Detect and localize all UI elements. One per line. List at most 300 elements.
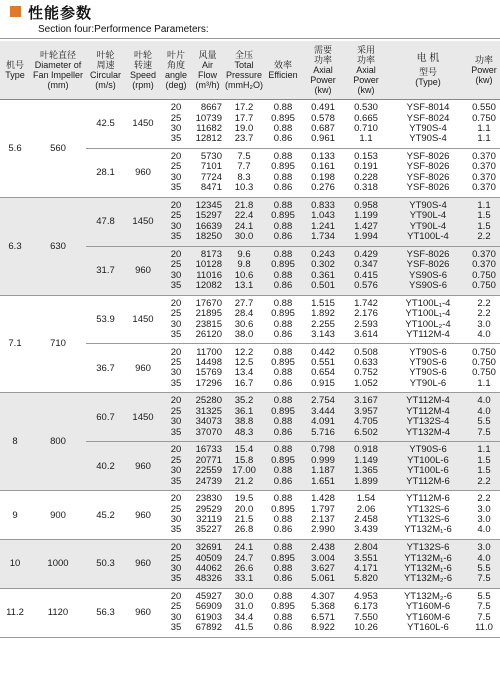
adopt-power-cell-line: 0.415: [354, 269, 378, 281]
air-flow-cell-line: 31325: [195, 405, 222, 417]
pressure-cell-line: 9.6: [237, 248, 251, 260]
cell-value: 10: [9, 558, 21, 570]
efficiency-cell-line: 0.86: [273, 426, 293, 438]
pressure-cell-line: 31.0: [234, 601, 254, 613]
header-line: (deg): [165, 80, 187, 90]
angle-cell: [161, 540, 191, 589]
adopt-power-cell-line: 1.365: [354, 465, 378, 477]
angle-cell: [161, 100, 191, 149]
efficiency-cell-line: 0.88: [273, 514, 293, 526]
adopt-power-cell-line: 2.804: [354, 542, 378, 554]
adopt-power-cell-line: 0.918: [354, 444, 378, 456]
adopt-power-cell-line: 1.1: [359, 133, 373, 145]
motor-model-cell: [388, 148, 468, 197]
pressure-cell-line: 38.0: [234, 328, 254, 340]
air-flow-cell-line: 23815: [195, 318, 222, 330]
adopt-power-cell-line: 4.705: [354, 416, 378, 428]
angle-cell-line: 35: [170, 524, 182, 536]
motor-model-cell-line: YT160M-6: [405, 601, 451, 613]
header-line: (m³/h): [195, 80, 220, 90]
need-power-cell: [302, 540, 344, 589]
col-header-speed: [125, 41, 161, 100]
motor-model-cell-line: YSF-8026: [406, 182, 450, 194]
cell-value: 960: [135, 558, 151, 570]
air-flow-cell-line: 14498: [195, 356, 222, 368]
diameter-cell: [30, 100, 86, 198]
efficiency-cell-line: 0.895: [271, 259, 295, 271]
motor-model-cell-line: YT100L₁-4: [405, 297, 451, 309]
efficiency-cell-line: 0.895: [271, 308, 295, 320]
circular-cell: [86, 442, 125, 491]
pressure-cell: [224, 246, 264, 295]
header-line: 效率: [273, 60, 292, 70]
motor-model-cell: [388, 540, 468, 589]
motor-power-cell-line: 3.0: [477, 542, 491, 554]
need-power-cell: [302, 100, 344, 149]
motor-model-cell-line: YT132M₂-6: [403, 573, 453, 585]
motor-power-cell-line: 0.750: [472, 112, 496, 124]
motor-model-cell-line: YSF-8014: [406, 102, 450, 114]
cell-value: 960: [135, 509, 151, 521]
angle-cell-line: 35: [170, 328, 182, 340]
need-power-cell-line: 0.302: [311, 259, 335, 271]
pressure-cell-line: 17.00: [232, 465, 256, 477]
header-line: Power: [310, 75, 336, 85]
cell-value: 42.5: [96, 118, 115, 130]
header-line: Pressure: [225, 70, 262, 80]
header-line: 叶轮直径: [39, 50, 76, 60]
adopt-power-cell-line: 0.665: [354, 112, 378, 124]
efficiency-cell: [264, 344, 302, 393]
speed-cell: [125, 197, 161, 246]
angle-cell-line: 25: [170, 503, 182, 515]
header-line: Power: [353, 75, 379, 85]
header-line: Air: [202, 60, 213, 70]
adopt-power-cell: [344, 442, 388, 491]
need-power-cell-line: 0.133: [311, 151, 335, 163]
motor-power-cell: [468, 100, 500, 149]
cell-value: 710: [50, 338, 66, 350]
air-flow-cell-line: 12812: [195, 133, 222, 145]
efficiency-cell-line: 0.88: [273, 199, 293, 211]
cell-value: 50.3: [96, 558, 115, 570]
air-flow-cell-line: 11700: [196, 346, 222, 358]
need-power-cell: [302, 295, 344, 344]
angle-cell: [161, 344, 191, 393]
header-line: angle: [164, 70, 188, 80]
cell-value: 960: [135, 265, 151, 277]
pressure-cell-line: 34.4: [234, 611, 254, 623]
col-header-efficiency: [264, 41, 302, 100]
air-flow-cell: [191, 393, 224, 442]
cell-value: 560: [50, 142, 66, 154]
table-row: [0, 393, 500, 442]
angle-cell-line: 25: [170, 454, 182, 466]
cell-value: 1450: [132, 314, 154, 325]
speed-cell: [125, 246, 161, 295]
type-cell: [0, 393, 30, 491]
angle-cell-line: 25: [170, 259, 182, 271]
angle-cell-line: 30: [170, 122, 182, 134]
motor-model-cell-line: YT100L-6: [407, 465, 449, 477]
circular-cell: [86, 491, 125, 540]
header-line: 叶片: [166, 50, 185, 60]
angle-cell-line: 35: [170, 231, 182, 243]
col-header-total-pressure: [224, 41, 264, 100]
angle-cell-line: 20: [170, 542, 182, 554]
motor-power-cell-line: 4.0: [477, 552, 491, 564]
motor-model-cell-line: YT132S-4: [406, 416, 450, 428]
efficiency-cell-line: 0.86: [273, 231, 293, 243]
need-power-cell-line: 2.137: [311, 514, 335, 526]
need-power-cell-line: 0.833: [311, 199, 335, 211]
efficiency-cell-line: 0.895: [271, 552, 295, 564]
motor-model-cell-line: YT132S-6: [406, 542, 450, 554]
air-flow-cell-line: 32691: [195, 542, 222, 554]
efficiency-cell-line: 0.86: [273, 622, 293, 634]
circular-cell: [86, 197, 125, 246]
adopt-power-cell-line: 0.191: [354, 161, 378, 173]
motor-power-cell: [468, 588, 500, 637]
header-line: (mm): [47, 80, 69, 90]
motor-model-cell-line: YT132S-6: [406, 514, 450, 526]
need-power-cell: [302, 442, 344, 491]
motor-power-cell-line: 1.1: [477, 133, 491, 145]
air-flow-cell-line: 8667: [200, 102, 222, 114]
motor-model-cell-line: YSF-8026: [406, 171, 450, 183]
circular-cell: [86, 540, 125, 589]
circular-cell: [86, 100, 125, 149]
air-flow-cell: [191, 344, 224, 393]
motor-power-cell: [468, 295, 500, 344]
header-line: 叶轮: [96, 50, 115, 60]
need-power-cell-line: 1.428: [311, 493, 335, 505]
cell-value: 28.1: [96, 167, 115, 179]
air-flow-cell-line: 61903: [195, 611, 222, 623]
efficiency-cell-line: 0.88: [273, 611, 293, 623]
air-flow-cell-line: 44062: [195, 562, 222, 574]
pressure-cell-line: 27.7: [234, 297, 254, 309]
adopt-power-cell-line: 0.318: [354, 182, 378, 194]
motor-model-cell-line: YT90S-6: [409, 356, 447, 368]
pressure-cell-line: 24.7: [234, 552, 254, 564]
motor-power-cell-line: 2.2: [477, 308, 491, 320]
motor-power-cell-line: 2.2: [477, 297, 491, 309]
motor-power-cell-line: 1.5: [477, 465, 491, 477]
motor-group-label: 电 机: [416, 52, 440, 64]
motor-model-cell-line: YT132M₁-6: [404, 524, 452, 536]
pressure-cell-line: 28.4: [234, 308, 254, 320]
motor-power-cell-line: 0.750: [472, 367, 496, 379]
angle-cell-line: 30: [170, 416, 182, 428]
adopt-power-cell-line: 1.052: [354, 377, 378, 389]
angle-cell-line: 30: [170, 611, 182, 623]
angle-cell-line: 35: [170, 280, 182, 292]
efficiency-cell-line: 0.88: [273, 297, 293, 309]
efficiency-cell-line: 0.88: [273, 444, 293, 456]
speed-cell: [125, 442, 161, 491]
motor-model-cell-line: YSF-8026: [406, 248, 450, 260]
need-power-cell-line: 0.961: [311, 133, 335, 145]
need-power-cell-line: 1.651: [311, 475, 335, 487]
need-power-cell-line: 1.241: [311, 220, 335, 232]
need-power-cell-line: 3.444: [311, 405, 335, 417]
motor-power-cell-line: 7.5: [477, 611, 491, 623]
angle-cell-line: 20: [170, 151, 182, 163]
motor-power-cell-line: 0.750: [472, 346, 496, 358]
need-power-cell-line: 4.307: [311, 591, 335, 603]
cell-value: 8: [12, 436, 18, 448]
diameter-cell: [30, 393, 86, 491]
efficiency-cell-line: 0.895: [271, 601, 295, 613]
motor-power-cell-line: 0.370: [472, 161, 496, 173]
pressure-cell: [224, 540, 264, 589]
air-flow-cell-line: 21895: [195, 308, 222, 320]
pressure-cell: [224, 100, 264, 149]
air-flow-cell-line: 7101: [200, 161, 222, 173]
need-power-cell-line: 5.368: [311, 601, 335, 613]
efficiency-cell-line: 0.88: [273, 346, 293, 358]
air-flow-cell-line: 5730: [200, 151, 222, 163]
air-flow-cell-line: 22559: [195, 465, 222, 477]
motor-power-cell-line: 4.0: [477, 328, 491, 340]
header-line: Power: [471, 65, 497, 75]
angle-cell: [161, 197, 191, 246]
header-line: Type: [5, 70, 25, 80]
need-power-cell: [302, 491, 344, 540]
motor-power-cell-line: 4.0: [477, 405, 491, 417]
header-line: 机号: [5, 60, 24, 70]
need-power-cell-line: 1.187: [311, 465, 335, 477]
motor-power-cell-line: 0.370: [472, 182, 496, 194]
cell-value: 1120: [47, 607, 69, 619]
diameter-cell: [30, 588, 86, 637]
efficiency-cell: [264, 540, 302, 589]
header-line: Speed: [129, 70, 157, 80]
need-power-cell: [302, 246, 344, 295]
adopt-power-cell: [344, 295, 388, 344]
need-power-cell-line: 0.491: [311, 102, 335, 114]
table-row: [0, 491, 500, 540]
cell-value: 7.1: [8, 338, 22, 350]
header-line: Flow: [197, 70, 217, 80]
need-power-cell-line: 1.515: [311, 297, 335, 309]
adopt-power-cell-line: 10.26: [354, 622, 378, 634]
pressure-cell: [224, 442, 264, 491]
motor-power-cell-line: 2.2: [477, 475, 491, 487]
need-power-cell-line: 0.198: [311, 171, 335, 183]
header-line: Axial: [313, 65, 333, 75]
air-flow-cell-line: 15297: [195, 210, 222, 222]
motor-power-cell-line: 1.5: [477, 454, 491, 466]
motor-power-cell: [468, 246, 500, 295]
pressure-cell-line: 19.5: [234, 493, 254, 505]
header-line: 全压: [234, 50, 253, 60]
diameter-cell: [30, 491, 86, 540]
circular-cell: [86, 344, 125, 393]
adopt-power-cell-line: 3.551: [354, 552, 378, 564]
pressure-cell: [224, 197, 264, 246]
efficiency-cell: [264, 197, 302, 246]
type-cell: [0, 540, 30, 589]
cell-value: 11.2: [6, 607, 24, 619]
pressure-cell-line: 20.0: [234, 503, 254, 515]
adopt-power-cell-line: 3.439: [354, 524, 378, 536]
motor-model-cell: [388, 246, 468, 295]
speed-cell: [125, 295, 161, 344]
motor-model-cell-line: YT132M₁-6: [404, 562, 452, 574]
speed-cell: [125, 393, 161, 442]
pressure-cell-line: 21.2: [234, 475, 254, 487]
pressure-cell-line: 13.1: [234, 280, 254, 292]
need-power-cell-line: 0.361: [311, 269, 335, 281]
air-flow-cell-line: 35227: [195, 524, 222, 536]
type-cell: [0, 197, 30, 295]
efficiency-cell: [264, 588, 302, 637]
adopt-power-cell-line: 1.742: [354, 297, 378, 309]
motor-power-cell-line: 0.750: [472, 269, 496, 281]
motor-model-cell-line: YSF-8026: [406, 161, 450, 173]
adopt-power-cell-line: 2.458: [354, 514, 378, 526]
motor-power-cell-line: 1.5: [477, 210, 491, 222]
col-header-need-power: [302, 41, 344, 100]
adopt-power-cell-line: 2.176: [354, 308, 378, 320]
air-flow-cell-line: 12345: [195, 199, 222, 211]
angle-cell-line: 30: [170, 465, 182, 477]
header-line: (kw): [314, 85, 332, 95]
header-line: 需要: [313, 45, 332, 55]
pressure-cell-line: 21.8: [234, 199, 254, 211]
pressure-cell-line: 15.4: [234, 444, 254, 456]
efficiency-cell-line: 0.895: [271, 161, 295, 173]
motor-power-cell: [468, 540, 500, 589]
cell-value: 1450: [132, 118, 154, 130]
need-power-cell-line: 1.043: [311, 210, 335, 222]
motor-model-cell-line: YT90L-6: [409, 377, 447, 389]
cell-value: 5.6: [8, 142, 22, 154]
angle-cell-line: 30: [170, 514, 182, 526]
diameter-cell: [30, 295, 86, 393]
need-power-cell-line: 0.276: [311, 182, 335, 194]
angle-cell-line: 20: [170, 591, 182, 603]
header-line: (kw): [357, 85, 375, 95]
efficiency-cell-line: 0.86: [273, 133, 293, 145]
motor-power-cell-line: 0.750: [472, 356, 496, 368]
angle-cell-line: 30: [170, 367, 182, 379]
need-power-cell-line: 2.255: [311, 318, 335, 330]
pressure-cell-line: 24.1: [234, 542, 254, 554]
need-power-cell-line: 0.578: [311, 112, 335, 124]
need-power-cell-line: 0.915: [311, 377, 335, 389]
air-flow-cell: [191, 246, 224, 295]
pressure-cell-line: 33.1: [234, 573, 254, 585]
adopt-power-cell-line: 1.149: [354, 454, 378, 466]
efficiency-cell-line: 0.88: [273, 542, 293, 554]
adopt-power-cell-line: 4.953: [354, 591, 378, 603]
efficiency-cell-line: 0.86: [273, 377, 293, 389]
motor-model-cell-line: YT90S-4: [409, 122, 447, 134]
pressure-cell-line: 30.0: [234, 231, 254, 243]
angle-cell-line: 35: [170, 622, 182, 634]
adopt-power-cell: [344, 246, 388, 295]
adopt-power-cell-line: 1.199: [354, 210, 378, 222]
efficiency-cell-line: 0.88: [273, 248, 293, 260]
angle-cell: [161, 393, 191, 442]
air-flow-cell-line: 23830: [195, 493, 222, 505]
need-power-cell: [302, 148, 344, 197]
angle-cell-line: 25: [170, 112, 182, 124]
efficiency-cell-line: 0.88: [273, 416, 293, 428]
adopt-power-cell-line: 6.173: [354, 601, 378, 613]
air-flow-cell: [191, 197, 224, 246]
efficiency-cell: [264, 246, 302, 295]
header-line: 型号: [418, 66, 437, 77]
adopt-power-cell-line: 3.167: [354, 395, 378, 407]
pressure-cell-line: 10.6: [234, 269, 254, 281]
adopt-power-cell-line: 5.820: [354, 573, 378, 585]
efficiency-cell-line: 0.86: [273, 475, 293, 487]
need-power-cell-line: 2.990: [311, 524, 335, 536]
cell-value: 36.7: [96, 362, 115, 374]
header-line: 风量: [198, 50, 217, 60]
motor-power-cell-line: 1.1: [477, 122, 491, 134]
air-flow-cell-line: 40509: [195, 552, 222, 564]
motor-model-cell-line: YT90S-6: [409, 444, 447, 456]
efficiency-cell-line: 0.86: [273, 328, 293, 340]
angle-cell: [161, 295, 191, 344]
efficiency-cell-line: 0.895: [271, 356, 295, 368]
motor-model-cell-line: YT112M-4: [406, 395, 450, 407]
header-line: (mmH₂O): [225, 80, 263, 90]
efficiency-cell-line: 0.88: [273, 591, 293, 603]
motor-power-cell-line: 1.1: [477, 377, 491, 389]
angle-cell-line: 20: [170, 248, 182, 260]
speed-cell: [125, 148, 161, 197]
adopt-power-cell: [344, 588, 388, 637]
table-row: [0, 295, 500, 344]
motor-power-cell-line: 7.5: [477, 601, 491, 613]
header-line: (m/s): [95, 80, 116, 90]
pressure-cell-line: 41.5: [234, 622, 254, 634]
header-line: 功率: [313, 55, 332, 65]
header-line: Total: [234, 60, 254, 70]
table-row: [0, 588, 500, 637]
cell-value: 630: [50, 240, 66, 252]
cell-value: 47.8: [96, 216, 115, 228]
pressure-cell-line: 13.4: [234, 367, 254, 379]
motor-power-cell-line: 3.0: [477, 514, 491, 526]
cell-value: 900: [50, 509, 66, 521]
header-line: Axial: [356, 65, 376, 75]
need-power-cell-line: 0.551: [311, 356, 335, 368]
motor-model-cell-line: YS90S-6: [408, 280, 448, 292]
col-header-angle: [161, 41, 191, 100]
air-flow-cell-line: 16639: [195, 220, 222, 232]
cell-value: 6.3: [8, 240, 22, 252]
motor-model-cell-line: YT90L-4: [409, 210, 447, 222]
efficiency-cell-line: 0.86: [273, 280, 293, 292]
pressure-cell-line: 8.3: [237, 171, 251, 183]
angle-cell-line: 20: [170, 493, 182, 505]
need-power-cell-line: 0.687: [311, 122, 335, 134]
pressure-cell: [224, 295, 264, 344]
pressure-cell-line: 48.3: [234, 426, 254, 438]
air-flow-cell-line: 26120: [195, 328, 222, 340]
pressure-cell-line: 35.2: [234, 395, 254, 407]
efficiency-cell: [264, 393, 302, 442]
adopt-power-cell-line: 0.633: [354, 356, 378, 368]
need-power-cell-line: 0.243: [311, 248, 335, 260]
